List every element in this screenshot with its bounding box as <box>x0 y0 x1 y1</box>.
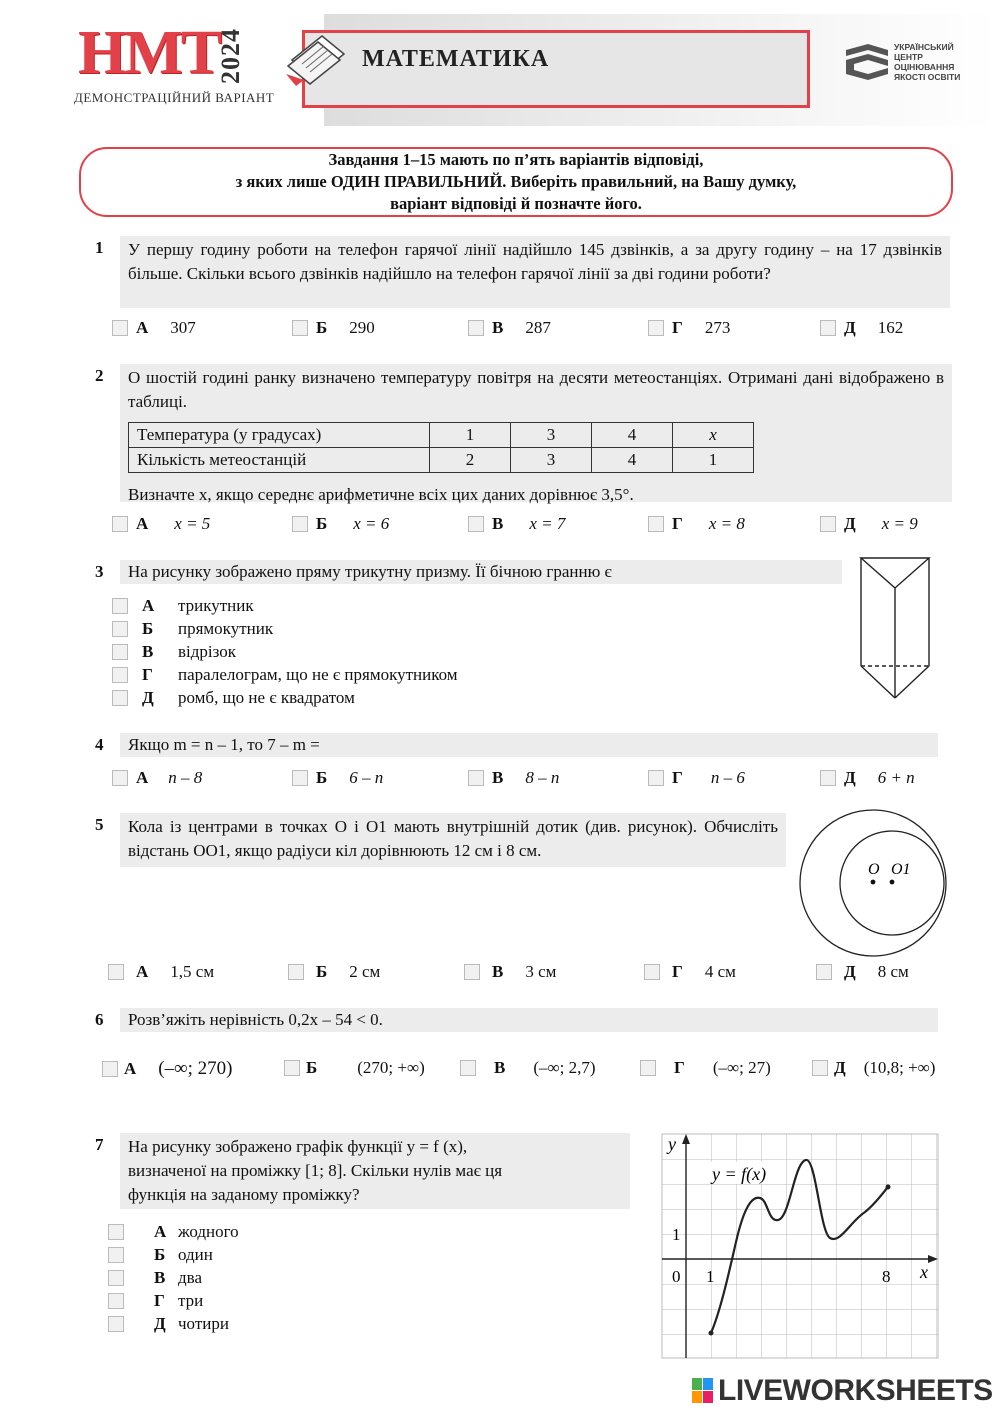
q7-option-e[interactable]: Д чотири <box>108 1312 239 1335</box>
checkbox[interactable] <box>108 1224 124 1240</box>
svg-text:y = f(x): y = f(x) <box>712 1164 767 1184</box>
q4-option-b[interactable]: Б 6 – n <box>292 768 383 788</box>
q2-question: Визначте x, якщо середнє арифметичне всіх цих даних дорівнює 3,5°. <box>128 485 634 504</box>
q1-option-a[interactable]: А 307 <box>112 318 196 338</box>
checkbox[interactable] <box>112 621 128 637</box>
q2-option-b[interactable]: Б x = 6 <box>292 514 389 534</box>
svg-text:y: y <box>668 1134 676 1154</box>
q3-option-b[interactable]: Б прямокутник <box>112 617 458 640</box>
q6-option-b[interactable]: Б (270; +∞) <box>284 1058 425 1078</box>
q3-option-e[interactable]: Д ромб, що не є квадратом <box>112 686 458 709</box>
checkbox[interactable] <box>816 964 832 980</box>
checkbox[interactable] <box>648 770 664 786</box>
q2-table: Температура (у градусах) 1 3 4 x Кількість метеостанцій 2 3 4 1 <box>128 422 754 473</box>
q6-option-a[interactable]: А (–∞; 270) <box>102 1058 233 1080</box>
q2-number: 2 <box>95 366 104 385</box>
q2-option-a[interactable]: А x = 5 <box>112 514 210 534</box>
checkbox[interactable] <box>112 690 128 706</box>
q2-option-e[interactable]: Д x = 9 <box>820 514 918 534</box>
q4-option-d[interactable]: Г n – 6 <box>648 768 745 788</box>
checkbox[interactable] <box>468 770 484 786</box>
checkbox[interactable] <box>464 964 480 980</box>
q7-option-c[interactable]: В два <box>108 1266 239 1289</box>
q4-text: Якщо m = n – 1, то 7 – m = <box>120 733 938 757</box>
q4-number: 4 <box>95 735 104 754</box>
q1-option-b[interactable]: Б 290 <box>292 318 375 338</box>
q7-option-b[interactable]: Б один <box>108 1243 239 1266</box>
function-graph <box>660 1132 940 1360</box>
liveworksheets-watermark: LIVEWORKSHEETS <box>718 1374 993 1407</box>
svg-text:x: x <box>920 1262 928 1282</box>
checkbox[interactable] <box>648 516 664 532</box>
q2-text: О шостій годині ранку визначено температуру повітря на десяти метеостанціях. Отримані дані відображено в таблиці. <box>128 368 944 411</box>
q6-option-e[interactable]: Д (10,8; +∞) <box>812 1058 935 1078</box>
q7-option-a[interactable]: А жодного <box>108 1220 239 1243</box>
q7-number: 7 <box>95 1135 104 1154</box>
q2-option-c[interactable]: В x = 7 <box>468 514 565 534</box>
ucoz-logo-icon <box>842 42 892 82</box>
checkbox[interactable] <box>108 1247 124 1263</box>
checkbox[interactable] <box>112 516 128 532</box>
checkbox[interactable] <box>292 516 308 532</box>
q1-option-e[interactable]: Д 162 <box>820 318 903 338</box>
checkbox[interactable] <box>648 320 664 336</box>
q6-option-c[interactable]: В (–∞; 2,7) <box>460 1058 596 1078</box>
circles-figure <box>796 806 952 958</box>
q5-option-c[interactable]: В 3 см <box>464 962 556 982</box>
q7-options <box>108 1220 239 1335</box>
liveworksheets-icon <box>692 1378 714 1404</box>
q5-text: Кола із центрами в точках O і O1 мають внутрішній дотик (див. рисунок). Обчисліть відстань OO1, якщо радіуси кіл дорівнюють 12 см і 8 см. <box>120 813 786 867</box>
q3-number: 3 <box>95 562 104 581</box>
svg-text:1: 1 <box>672 1225 681 1244</box>
q1-text: У першу годину роботи на телефон гарячої лінії надійшло 145 дзвінків, а за другу годину – на 17 дзвінків більше. Скільки всього дзвінків надійшло на телефон гарячої лінії за дві години роботи? <box>120 236 950 308</box>
q5-option-d[interactable]: Г 4 см <box>644 962 736 982</box>
q5-option-a[interactable]: А 1,5 см <box>108 962 214 982</box>
checkbox[interactable] <box>108 1293 124 1309</box>
checkbox[interactable] <box>644 964 660 980</box>
instructions-box: Завдання 1–15 мають по п’ять варіантів відповіді, з яких лише ОДИН ПРАВИЛЬНИЙ. Виберіть правильний, на Вашу думку, варіант відповіді й позначте його. <box>79 147 953 217</box>
nmt-logo: НМТ <box>78 19 221 87</box>
q1-option-c[interactable]: В 287 <box>468 318 551 338</box>
q2-option-d[interactable]: Г x = 8 <box>648 514 745 534</box>
q3-option-a[interactable]: А трикутник <box>112 594 458 617</box>
q4-option-e[interactable]: Д 6 + n <box>820 768 915 788</box>
q5-option-e[interactable]: Д 8 см <box>816 962 909 982</box>
svg-text:8: 8 <box>882 1267 891 1286</box>
checkbox[interactable] <box>820 320 836 336</box>
q7-option-d[interactable]: Г три <box>108 1289 239 1312</box>
q6-number: 6 <box>95 1010 104 1029</box>
checkbox[interactable] <box>812 1060 828 1076</box>
q1-option-d[interactable]: Г 273 <box>648 318 730 338</box>
checkbox[interactable] <box>108 964 124 980</box>
label-o1: O1 <box>891 861 911 878</box>
org-name: УКРАЇНСЬКИЙ ЦЕНТР ОЦІНЮВАННЯ ЯКОСТІ ОСВІТИ <box>894 42 961 82</box>
checkbox[interactable] <box>292 770 308 786</box>
checkbox[interactable] <box>108 1316 124 1332</box>
svg-text:0: 0 <box>672 1267 681 1286</box>
q6-option-d[interactable]: Г (–∞; 27) <box>640 1058 771 1078</box>
checkbox[interactable] <box>820 516 836 532</box>
checkbox[interactable] <box>112 320 128 336</box>
q4-option-a[interactable]: А n – 8 <box>112 768 202 788</box>
checkbox[interactable] <box>468 320 484 336</box>
q7-text: На рисунку зображено графік функції y = f (x), визначеної на проміжку [1; 8]. Скільки нулів має ця функція на заданому проміжку? <box>120 1133 630 1209</box>
q3-options <box>112 594 458 709</box>
q6-text: Розв’яжіть нерівність 0,2x – 54 < 0. <box>120 1008 938 1032</box>
svg-text:1: 1 <box>706 1267 715 1286</box>
checkbox[interactable] <box>112 770 128 786</box>
q4-option-c[interactable]: В 8 – n <box>468 768 559 788</box>
q3-text: На рисунку зображено пряму трикутну призму. Її бічною гранню є <box>120 560 842 584</box>
checkbox[interactable] <box>820 770 836 786</box>
q5-number: 5 <box>95 815 104 834</box>
logo-year: 2024 <box>216 28 245 84</box>
checkbox[interactable] <box>108 1270 124 1286</box>
q1-number: 1 <box>95 238 104 257</box>
checkbox[interactable] <box>112 644 128 660</box>
demo-variant-label: ДЕМОНСТРАЦІЙНИЙ ВАРІАНТ <box>74 90 275 105</box>
checkbox[interactable] <box>102 1061 118 1077</box>
q3-option-d[interactable]: Г паралелограм, що не є прямокутником <box>112 663 458 686</box>
checkbox[interactable] <box>468 516 484 532</box>
checkbox[interactable] <box>284 1060 300 1076</box>
checkbox[interactable] <box>460 1060 476 1076</box>
prism-figure <box>855 554 935 704</box>
checkbox[interactable] <box>288 964 304 980</box>
q2-box <box>120 364 952 502</box>
q3-option-c[interactable]: В відрізок <box>112 640 458 663</box>
q5-option-b[interactable]: Б 2 см <box>288 962 380 982</box>
label-o: O <box>868 861 880 878</box>
checkbox[interactable] <box>292 320 308 336</box>
checkbox[interactable] <box>112 598 128 614</box>
checkbox[interactable] <box>640 1060 656 1076</box>
subject-title: МАТЕМАТИКА <box>362 46 550 72</box>
checkbox[interactable] <box>112 667 128 683</box>
papers-icon <box>282 30 352 86</box>
